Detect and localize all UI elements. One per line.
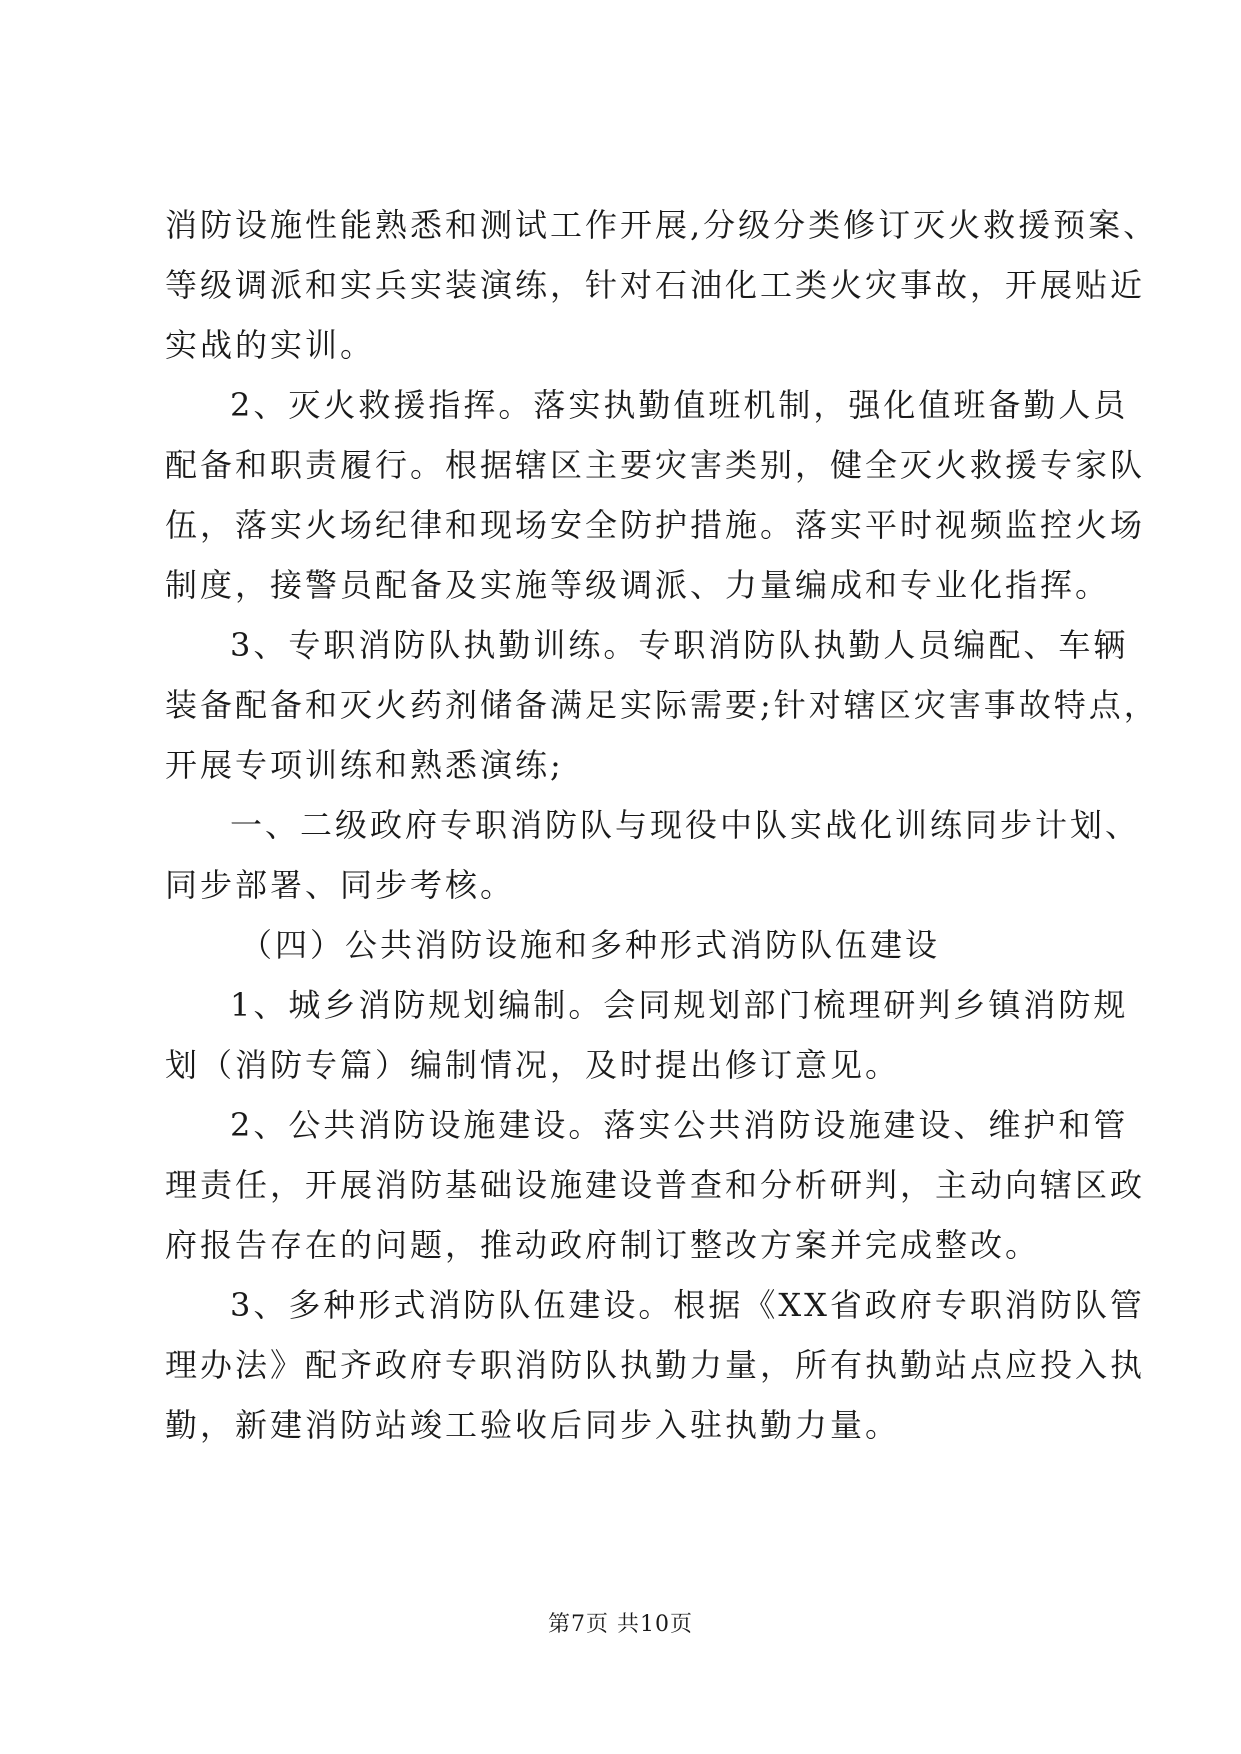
paragraph-line: 理责任，开展消防基础设施建设普查和分析研判，主动向辖区政 — [165, 1166, 1146, 1204]
paragraph-line: 3、多种形式消防队伍建设。根据《XX省政府专职消防队管 — [230, 1286, 1145, 1324]
paragraph-line: 消防设施性能熟悉和测试工作开展,分级分类修订灭火救援预案、 — [165, 206, 1159, 244]
page-number-footer: 第7页 共10页 — [548, 1612, 693, 1637]
paragraph-line: 府报告存在的问题，推动政府制订整改方案并完成整改。 — [165, 1226, 1041, 1264]
paragraph-line: 实战的实训。 — [165, 326, 376, 364]
paragraph-line: 同步部署、同步考核。 — [165, 866, 516, 904]
paragraph-line: 一、二级政府专职消防队与现役中队实战化训练同步计划、 — [230, 806, 1141, 844]
paragraph-line: 配备和职责履行。根据辖区主要灾害类别，健全灭火救援专家队 — [165, 446, 1146, 484]
paragraph-line: 开展专项训练和熟悉演练; — [165, 746, 564, 784]
paragraph-line: 2、公共消防设施建设。落实公共消防设施建设、维护和管 — [230, 1106, 1129, 1144]
paragraph-line: 1、城乡消防规划编制。会同规划部门梳理研判乡镇消防规 — [230, 986, 1129, 1024]
paragraph-line: 制度，接警员配备及实施等级调派、力量编成和专业化指挥。 — [165, 566, 1111, 604]
paragraph-line: 理办法》配齐政府专职消防队执勤力量，所有执勤站点应投入执 — [165, 1346, 1146, 1384]
paragraph-line: 伍，落实火场纪律和现场安全防护措施。落实平时视频监控火场 — [165, 506, 1146, 544]
paragraph-line: 等级调派和实兵实装演练，针对石油化工类火灾事故，开展贴近 — [165, 266, 1146, 304]
paragraph-line: 3、专职消防队执勤训练。专职消防队执勤人员编配、车辆 — [230, 626, 1129, 664]
paragraph-line: 勤，新建消防站竣工验收后同步入驻执勤力量。 — [165, 1406, 901, 1444]
paragraph-line: 2、灭火救援指挥。落实执勤值班机制，强化值班备勤人员 — [230, 386, 1129, 424]
section-heading: （四）公共消防设施和多种形式消防队伍建设 — [240, 926, 941, 964]
paragraph-line: 装备配备和灭火药剂储备满足实际需要;针对辖区灾害事故特点， — [165, 686, 1159, 724]
paragraph-line: 划（消防专篇）编制情况，及时提出修订意见。 — [165, 1046, 901, 1084]
